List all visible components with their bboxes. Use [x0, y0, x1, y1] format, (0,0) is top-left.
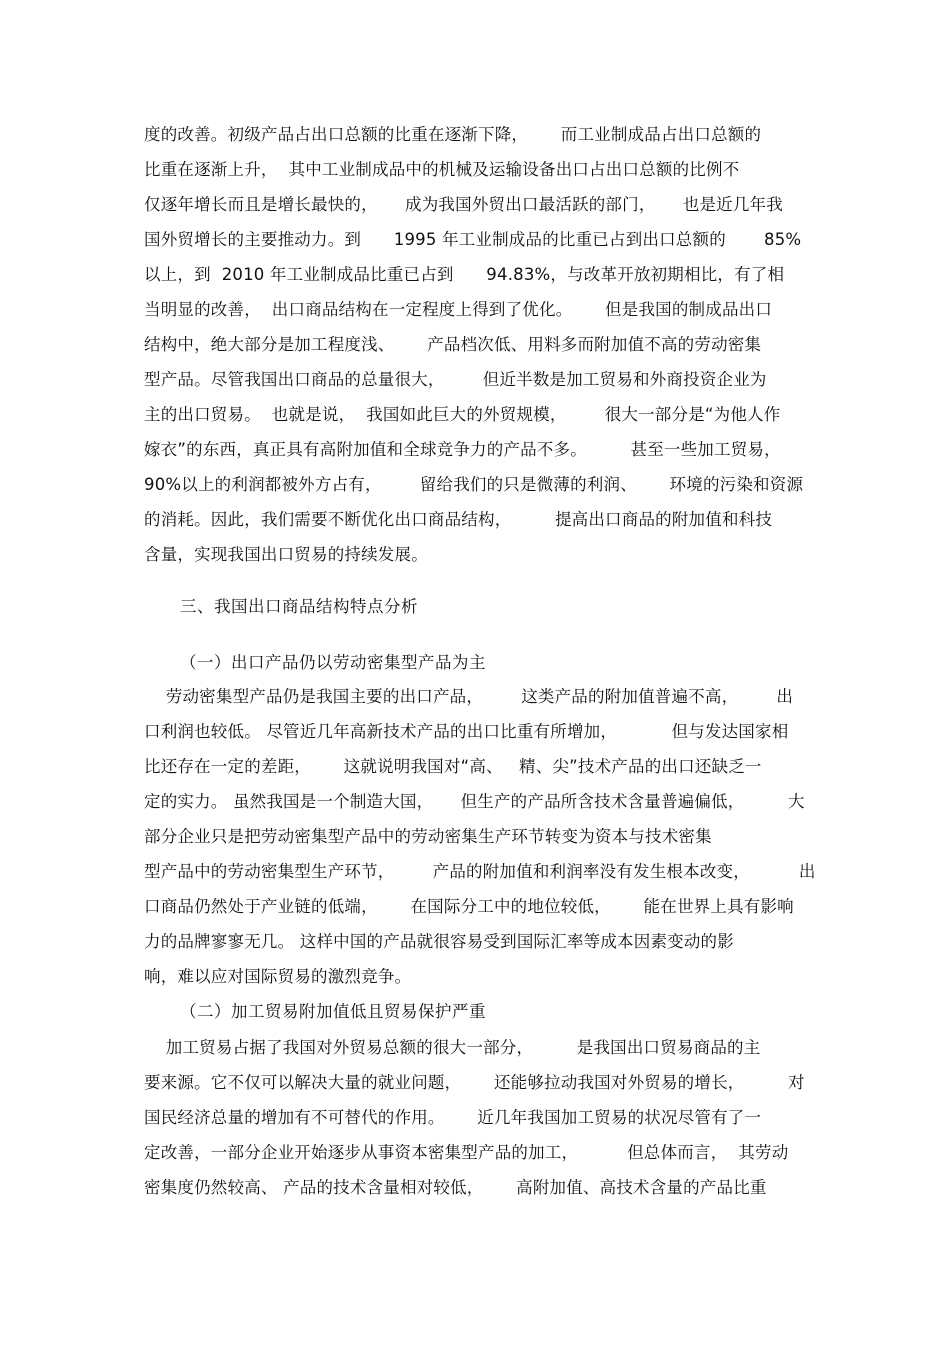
paragraph-line: 含量，实现我国出口贸易的持续发展。	[144, 545, 428, 564]
sub-heading: （一）出口产品仍以劳动密集型产品为主	[180, 653, 486, 672]
section-heading: 三、我国出口商品结构特点分析	[180, 597, 418, 616]
paragraph-line: 要来源。它不仅可以解决大量的就业问题， 还能够拉动我国对外贸易的增长， 对	[144, 1073, 805, 1092]
paragraph-line: 加工贸易占据了我国对外贸易总额的很大一部分， 是我国出口贸易商品的主	[144, 1038, 761, 1057]
paragraph-line: 主的出口贸易。 也就是说， 我国如此巨大的外贸规模， 很大一部分是“为他人作	[144, 405, 781, 424]
paragraph-line: 比重在逐渐上升， 其中工业制成品中的机械及运输设备出口占出口总额的比例不	[144, 160, 740, 179]
paragraph-line: 密集度仍然较高、 产品的技术含量相对较低， 高附加值、高技术含量的产品比重	[144, 1178, 767, 1197]
paragraph-line: 口商品仍然处于产业链的低端， 在国际分工中的地位较低， 能在世界上具有影响	[144, 897, 794, 916]
paragraph-line: 度的改善。初级产品占出口总额的比重在逐渐下降， 而工业制成品占出口总额的	[144, 125, 762, 144]
paragraph-line: 当明显的改善， 出口商品结构在一定程度上得到了优化。 但是我国的制成品出口	[144, 300, 773, 319]
paragraph-line: 嫁衣”的东西，真正具有高附加值和全球竞争力的产品不多。 甚至一些加工贸易，	[144, 440, 781, 459]
paragraph-line: 以上，到 2010 年工业制成品比重已占到 94.83%，与改革开放初期相比，有了相	[144, 265, 785, 284]
paragraph-line: 型产品。尽管我国出口商品的总量很大， 但近半数是加工贸易和外商投资企业为	[144, 370, 767, 389]
paragraph-line: 定的实力。 虽然我国是一个制造大国， 但生产的产品所含技术含量普遍偏低， 大	[144, 792, 805, 811]
paragraph-line: 比还存在一定的差距， 这就说明我国对“高、 精、尖”技术产品的出口还缺乏一	[144, 757, 762, 776]
paragraph-line: 的消耗。因此，我们需要不断优化出口商品结构， 提高出口商品的附加值和科技	[144, 510, 773, 529]
paragraph-line: 定改善，一部分企业开始逐步从事资本密集型产品的加工， 但总体而言， 其劳动	[144, 1143, 789, 1162]
paragraph-line: 国民经济总量的增加有不可替代的作用。 近几年我国加工贸易的状况尽管有了一	[144, 1108, 762, 1127]
paragraph-line: 部分企业只是把劳动密集型产品中的劳动密集生产环节转变为资本与技术密集	[144, 827, 712, 846]
paragraph-line: 口利润也较低。 尽管近几年高新技术产品的出口比重有所增加， 但与发达国家相	[144, 722, 789, 741]
paragraph-line: 仅逐年增长而且是增长最快的， 成为我国外贸出口最活跃的部门， 也是近几年我	[144, 195, 783, 214]
sub-heading: （二）加工贸易附加值低且贸易保护严重	[180, 1002, 486, 1021]
paragraph-line: 国外贸增长的主要推动力。到 1995 年工业制成品的比重已占到出口总额的 85%	[144, 230, 802, 249]
paragraph-line: 响，难以应对国际贸易的激烈竞争。	[144, 967, 412, 986]
paragraph-line: 90%以上的利润都被外方占有， 留给我们的只是微薄的利润、 环境的污染和资源	[144, 475, 804, 494]
paragraph-line: 力的品牌寥寥无几。 这样中国的产品就很容易受到国际汇率等成本因素变动的影	[144, 932, 734, 951]
paragraph-line: 劳动密集型产品仍是我国主要的出口产品， 这类产品的附加值普遍不高， 出	[144, 687, 794, 706]
paragraph-line: 型产品中的劳动密集型生产环节， 产品的附加值和利润率没有发生根本改变， 出	[144, 862, 816, 881]
paragraph-line: 结构中，绝大部分是加工程度浅、 产品档次低、用料多而附加值不高的劳动密集	[144, 335, 762, 354]
